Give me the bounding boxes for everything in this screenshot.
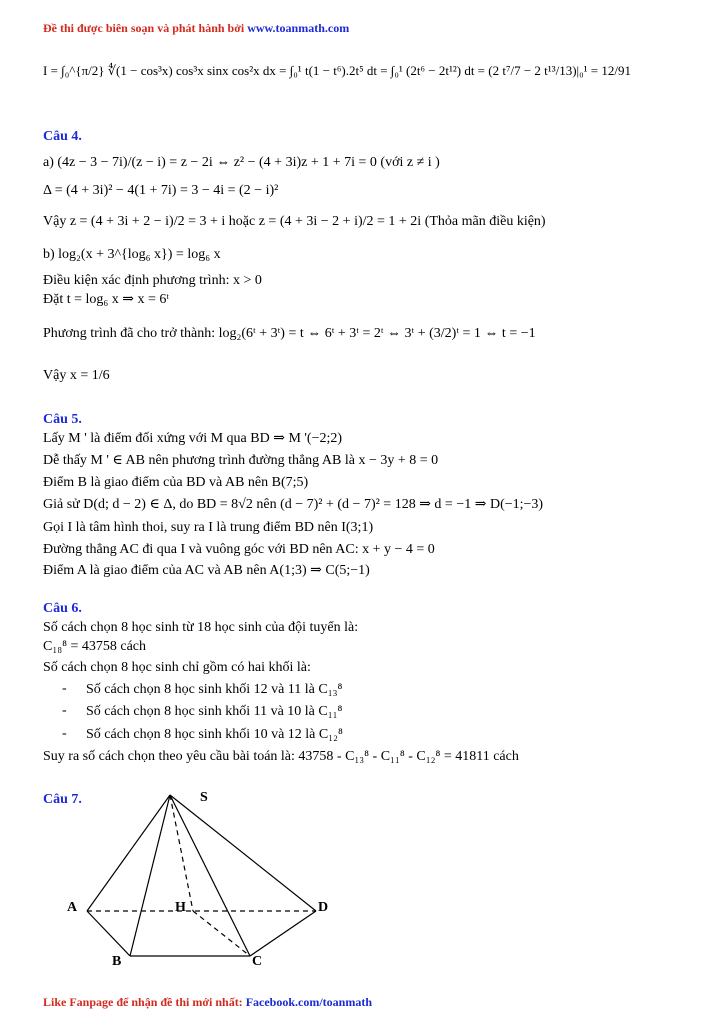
header-site-link[interactable]: www.toanmath.com [247,21,350,35]
q5-line: Lấy M ' là điểm đối xứng với M qua BD ⇒ M '(−2;2) [43,431,343,446]
vertex-label-C: C [252,954,263,969]
q6-line1: Số cách chọn 8 học sinh từ 18 học sinh của đội tuyển là: [43,620,359,635]
q7-title: Câu 7. [43,792,82,807]
q4-a-line1: a) (4z − 3 − 7i)/(z − i) = z − 2i ⇔ z² − (4 + 3i)z + 1 + 7i = 0 (với z ≠ i ) [43,155,440,170]
q6-line2: C₁₈⁸ = 43758 cách [43,639,147,654]
q6-line4: Suy ra số cách chọn theo yêu cầu bài toán là: 43758 - C₁₃⁸ - C₁₁⁸ - C₁₂⁸ = 41811 cách [43,749,519,764]
edge-SB [130,795,170,956]
vertex-label-A: A [67,900,78,915]
q4-a-line3: Vậy z = (4 + 3i + 2 − i)/2 = 3 + i hoặc z = (4 + 3i − 2 + i)/2 = 1 + 2i (Thỏa mãn điều kiện) [43,214,546,229]
q6-title: Câu 6. [43,601,82,616]
q4-b-line3: Đặt t = log₆ x ⇒ x = 6ᵗ [43,292,170,307]
bullet-dash: - [62,726,67,741]
q4-b-line4: Phương trình đã cho trở thành: log₂(6ᵗ + 3ᵗ) = t ⇔ 6ᵗ + 3ᵗ = 2ᵗ ⇔ 3ᵗ + (3/2)ᵗ = 1 ⇔ t = −1 [43,326,536,341]
edge-SA [87,795,170,911]
q4-b-line1: b) log₂(x + 3^{log₆ x}) = log₆ x [43,247,221,262]
q4-title: Câu 4. [43,129,82,144]
q6-line3: Số cách chọn 8 học sinh chỉ gồm có hai khối là: [43,660,311,675]
footer-site-link[interactable]: Facebook.com/toanmath [245,995,373,1009]
q5-title: Câu 5. [43,412,82,427]
footer-prefix: Like Fanpage để nhận đề thi mới nhất: [43,995,246,1009]
bullet-dash: - [62,703,67,718]
vertex-label-D: D [318,900,329,915]
page-header [43,21,349,36]
vertex-label-S: S [200,790,208,805]
edge-SC [170,795,250,956]
q5-line: Giả sử D(d; d − 2) ∈ Δ, do BD = 8√2 nên (d − 7)² + (d − 7)² = 128 ⇒ d = −1 ⇒ D(−1;−3) [43,497,544,512]
q6-bullet: Số cách chọn 8 học sinh khối 12 và 11 là C₁₃⁸ [86,682,343,697]
edge-SD [170,795,316,911]
q5-line: Dễ thấy M ' ∈ AB nên phương trình đường thẳng AB là x − 3y + 8 = 0 [43,453,439,468]
edge-CD [250,911,316,956]
q6-bullet: Số cách chọn 8 học sinh khối 10 và 12 là C₁₂⁸ [86,727,343,742]
integral-solution-line: I = ∫₀^{π/2} ∜(1 − cos³x) cos³x sinx cos²x dx = ∫₀¹ t(1 − t⁶).2t⁵ dt = ∫₀¹ (2t⁶ − 2t¹²) dt = (2 t⁷/7 − 2 t¹³/13)|₀¹ = 12/91 [43,63,632,78]
edge-SH-hidden [170,795,193,911]
q5-line: Điểm B là giao điểm của BD và AB nên B(7;5) [43,475,309,490]
q4-b-line2: Điều kiện xác định phương trình: x > 0 [43,273,262,288]
header-prefix: Đề thi được biên soạn và phát hành bởi [43,21,248,35]
bullet-dash: - [62,681,67,696]
edge-HC-hidden [193,911,250,956]
q5-line: Điểm A là giao điểm của AC và AB nên A(1;3) ⇒ C(5;−1) [43,563,370,578]
q4-b-line5: Vậy x = 1/6 [43,368,110,383]
q5-line: Đường thẳng AC đi qua I và vuông góc với BD nên AC: x + y − 4 = 0 [43,542,435,557]
edge-AB [87,911,130,956]
vertex-label-B: B [112,954,122,969]
q4-a-line2: Δ = (4 + 3i)² − 4(1 + 7i) = 3 − 4i = (2 − i)² [43,183,279,198]
vertex-label-H: H [175,900,186,915]
q6-bullet: Số cách chọn 8 học sinh khối 11 và 10 là C₁₁⁸ [86,704,343,719]
page-footer [43,995,372,1010]
q5-line: Gọi I là tâm hình thoi, suy ra I là trung điểm BD nên I(3;1) [43,520,374,535]
